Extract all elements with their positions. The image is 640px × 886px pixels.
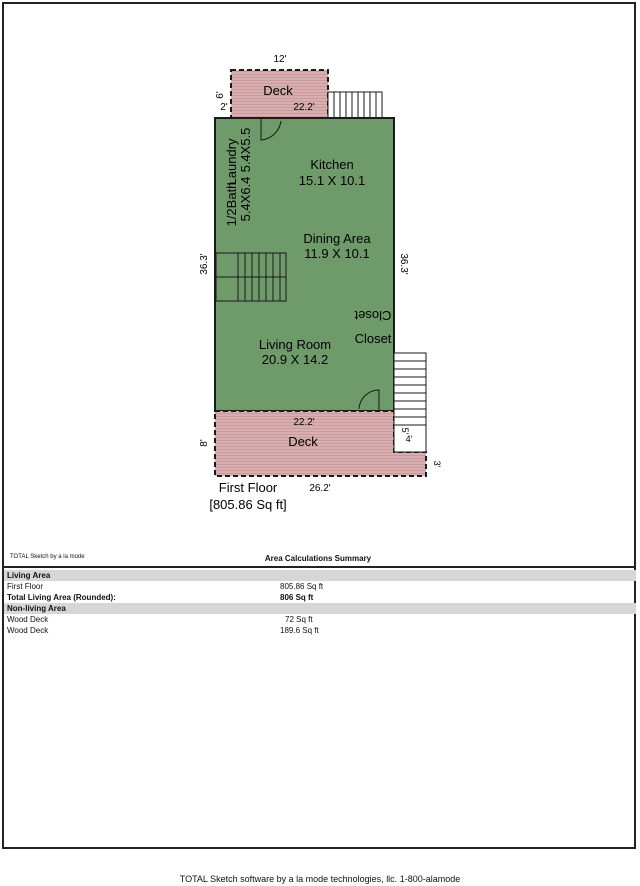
dining-label: Dining Area: [303, 231, 371, 246]
dim-top-inner: 22.2': [293, 102, 315, 113]
sketch-credit: TOTAL Sketch by a la mode: [10, 554, 85, 560]
closet-label-flipped: Closet: [354, 308, 392, 323]
dim-stair-a: 5': [400, 427, 410, 435]
section-non-living-area: Non-living Area: [4, 603, 636, 614]
summary-divider: [2, 566, 636, 568]
kitchen-size: 15.1 X 10.1: [298, 173, 366, 188]
dim-top-offset: 2': [220, 102, 228, 113]
top-stairs: [328, 92, 382, 118]
row-value: 806 Sq ft: [280, 593, 314, 602]
dim-bottom-width: 26.2': [309, 483, 331, 494]
closet-label: Closet: [354, 331, 392, 346]
dim-bottom-inner: 22.2': [293, 417, 315, 428]
dim-right-side: 36.3': [398, 253, 409, 275]
dim-left-side: 36.3': [199, 253, 210, 275]
dim-bottom-deck-depth: 8': [199, 439, 210, 447]
deck-bottom-label: Deck: [288, 434, 318, 449]
laundry-size: 5.4X5.5: [238, 127, 253, 173]
row-value: 72 Sq ft: [285, 615, 313, 624]
living-room-label: Living Room: [258, 337, 332, 352]
footer-credit: TOTAL Sketch software by a la mode technologies, llc. 1-800-alamode: [179, 874, 461, 884]
section-living-area: Living Area: [4, 570, 636, 581]
floor-area: [805.86 Sq ft]: [209, 497, 287, 512]
kitchen-label: Kitchen: [310, 157, 354, 172]
living-room-size: 20.9 X 14.2: [261, 352, 329, 367]
half-bath-size: 5.4X6.4: [238, 176, 253, 222]
table-row: [7, 625, 627, 636]
row-label: Wood Deck: [7, 626, 49, 635]
floor-label: First Floor: [218, 480, 278, 495]
half-bath-label: 1/2Bath: [224, 181, 239, 227]
dining-size: 11.9 X 10.1: [304, 246, 370, 261]
dim-top-deck-width: 12': [273, 54, 287, 65]
row-label: Wood Deck: [7, 615, 49, 624]
dim-bottom-offset: 3': [432, 460, 442, 468]
dim-top-deck-depth: 6': [215, 91, 226, 99]
row-label: First Floor: [7, 582, 43, 591]
deck-top-label: Deck: [263, 83, 293, 98]
laundry-label: Laundry: [224, 138, 239, 186]
table-row: [7, 614, 627, 625]
dim-stair-b: 4': [405, 434, 413, 444]
table-row: [7, 581, 627, 592]
row-label: Total Living Area (Rounded):: [7, 593, 116, 602]
table-row: [7, 592, 627, 603]
row-value: 805.86 Sq ft: [280, 582, 324, 591]
summary-title: Area Calculations Summary: [264, 554, 372, 563]
row-value: 189.6 Sq ft: [280, 626, 319, 635]
